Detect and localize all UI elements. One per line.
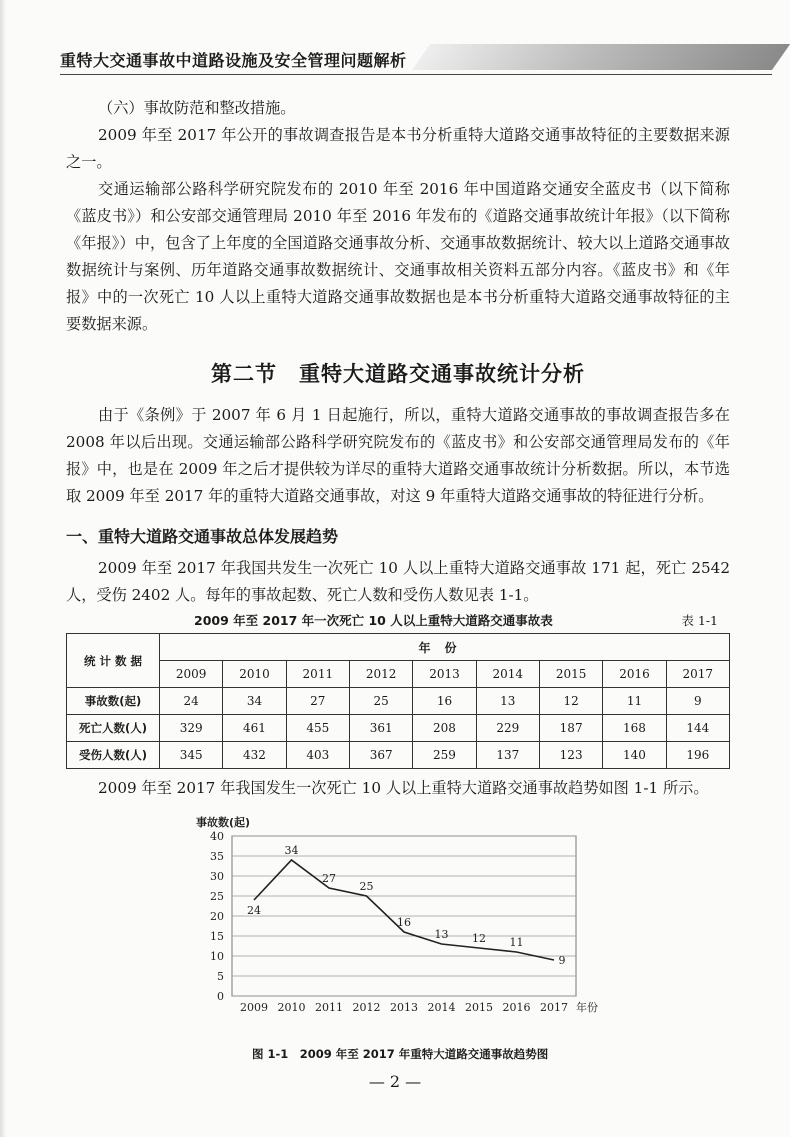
table-body (67, 688, 730, 769)
section-title: 第二节 重特大道路交通事故统计分析 (211, 362, 585, 386)
table-row (67, 742, 730, 769)
y-tick-label: 25 (210, 890, 224, 903)
x-tick-label: 2014 (427, 1001, 456, 1014)
y-tick-label: 30 (210, 870, 224, 883)
table-row-label: 死亡人数(人) (67, 715, 160, 742)
table-year-cell: 2017 (666, 661, 729, 688)
table-cell: 259 (413, 742, 476, 769)
table-header-row (67, 634, 730, 661)
table-cell: 13 (476, 688, 539, 715)
table-year-row (67, 661, 730, 688)
data-label: 11 (509, 936, 524, 949)
trend-chart-svg (66, 806, 730, 1026)
table-year-cell: 2013 (413, 661, 476, 688)
data-label: 25 (359, 880, 374, 893)
x-tick-label: 2013 (390, 1001, 418, 1014)
table-cell: 24 (160, 688, 223, 715)
table-cell: 11 (603, 688, 666, 715)
accident-table (66, 633, 730, 769)
table-year-cell: 2011 (286, 661, 349, 688)
y-tick-label: 5 (217, 970, 224, 983)
table-year-cell: 2016 (603, 661, 666, 688)
data-label: 13 (434, 928, 449, 941)
x-tick-label: 2010 (277, 1001, 306, 1014)
x-tick-label: 2017 (540, 1001, 568, 1014)
table-cell: 345 (160, 742, 223, 769)
table-cell: 455 (286, 715, 349, 742)
table-cell: 168 (603, 715, 666, 742)
table-cell: 208 (413, 715, 476, 742)
subsection-title: 一、重特大道路交通事故总体发展趋势 (66, 527, 339, 546)
header-rule (60, 74, 772, 75)
y-tick-label: 0 (217, 990, 224, 1003)
x-axis-label: 年份 (576, 1001, 598, 1014)
x-tick-label: 2015 (465, 1001, 493, 1014)
table-caption (66, 611, 730, 633)
table-cell: 123 (539, 742, 602, 769)
table-cell: 229 (476, 715, 539, 742)
y-tick-label: 10 (210, 950, 224, 963)
paragraph-bluebook: 交通运输部公路科学研究院发布的 2010 年至 2016 年中国道路交通安全蓝皮书（以下简称《蓝皮书》）和公安部交通管理局 2010 年至 2016 年发布的《道路交通事故统计年报》（以下简称《年报》）中，包含了上年度的全国道路交通事故分析、交通事故数据统计、较大以上道路交通事故数据统计与案例、历年道路交通事故数据统计、交通事故相关资料五部分内容。《蓝皮书》和《年报》中的一次死亡 10 人以上重特大道路交通事故数据也是本书分析重特大道路交通事故特征的主要数据来源。 (66, 180, 730, 333)
page-edge-shadow (0, 0, 6, 1137)
table-cell: 461 (223, 715, 286, 742)
data-label: 27 (322, 872, 336, 885)
y-axis-label: 事故数(起) (196, 816, 251, 829)
figure-caption: 图 1-1 2009 年至 2017 年重特大道路交通事故趋势图 (252, 1047, 549, 1061)
x-tick-label: 2016 (502, 1001, 531, 1014)
table-year-cell: 2014 (476, 661, 539, 688)
table-cell: 329 (160, 715, 223, 742)
table-year-cell: 2012 (349, 661, 412, 688)
paragraph-measures: （六）事故防范和整改措施。 (98, 99, 296, 117)
table-cell: 140 (603, 742, 666, 769)
header-title: 重特大交通事故中道路设施及安全管理问题解析 (60, 51, 407, 70)
table-year-group-header: 年份 (160, 634, 730, 661)
data-label: 9 (558, 954, 566, 967)
table-cell: 432 (223, 742, 286, 769)
table-cell: 25 (349, 688, 412, 715)
paragraph-totals: 2009 年至 2017 年我国共发生一次死亡 10 人以上重特大道路交通事故 171 起，死亡 2542 人，受伤 2402 人。每年的事故起数、死亡人数和受伤人数见表 1-1。 (66, 559, 730, 604)
table-cell: 27 (286, 688, 349, 715)
data-label: 16 (397, 916, 411, 929)
data-label: 24 (247, 904, 261, 917)
data-label: 12 (472, 932, 486, 945)
x-tick-label: 2011 (315, 1001, 343, 1014)
table-caption-title: 2009 年至 2017 年一次死亡 10 人以上重特大道路交通事故表 (194, 613, 553, 628)
table-cell: 144 (666, 715, 729, 742)
x-tick-label: 2009 (240, 1001, 268, 1014)
trend-chart (66, 806, 730, 1026)
table-row (67, 715, 730, 742)
table-row-label: 事故数(起) (67, 688, 160, 715)
running-header (0, 38, 790, 78)
page-number: — 2 — (368, 1072, 422, 1091)
x-tick-label: 2012 (352, 1001, 381, 1014)
table-cell: 34 (223, 688, 286, 715)
table-cell: 137 (476, 742, 539, 769)
header-decorative-band (412, 44, 790, 70)
table-cell: 196 (666, 742, 729, 769)
table-cell: 12 (539, 688, 602, 715)
table-cell: 9 (666, 688, 729, 715)
table-cell: 187 (539, 715, 602, 742)
y-tick-label: 20 (210, 910, 224, 923)
y-tick-label: 40 (210, 830, 224, 843)
y-tick-label: 35 (210, 850, 224, 863)
table-year-cell: 2010 (223, 661, 286, 688)
page-content (66, 95, 730, 1026)
table-number: 表 1-1 (681, 613, 718, 628)
data-label: 34 (284, 844, 299, 857)
table-cell: 16 (413, 688, 476, 715)
table-cell: 403 (286, 742, 349, 769)
table-cell: 367 (349, 742, 412, 769)
paragraph-source-reports: 2009 年至 2017 年公开的事故调查报告是本书分析重特大道路交通事故特征的主要数据来源之一。 (66, 126, 730, 171)
table-corner-cell: 统 计 数 据 (67, 634, 160, 688)
table-row-label: 受伤人数(人) (67, 742, 160, 769)
table-year-cell: 2015 (539, 661, 602, 688)
y-tick-label: 15 (210, 930, 224, 943)
paragraph-section-intro: 由于《条例》于 2007 年 6 月 1 日起施行，所以，重特大道路交通事故的事故调查报告多在 2008 年以后出现。交通运输部公路科学研究院发布的《蓝皮书》和公安部交通管理局发布的《年报》中，也是在 2009 年之后才提供较为详尽的重特大道路交通事故统计分析数据。所以，本节选取 2009 年至 2017 年的重特大道路交通事故，对这 9 年重特大道路交通事故的特征进行分析。 (66, 406, 730, 505)
table-row (67, 688, 730, 715)
paragraph-chart-intro: 2009 年至 2017 年我国发生一次死亡 10 人以上重特大道路交通事故趋势如图 1-1 所示。 (98, 779, 709, 797)
table-cell: 361 (349, 715, 412, 742)
table-year-cell: 2009 (160, 661, 223, 688)
